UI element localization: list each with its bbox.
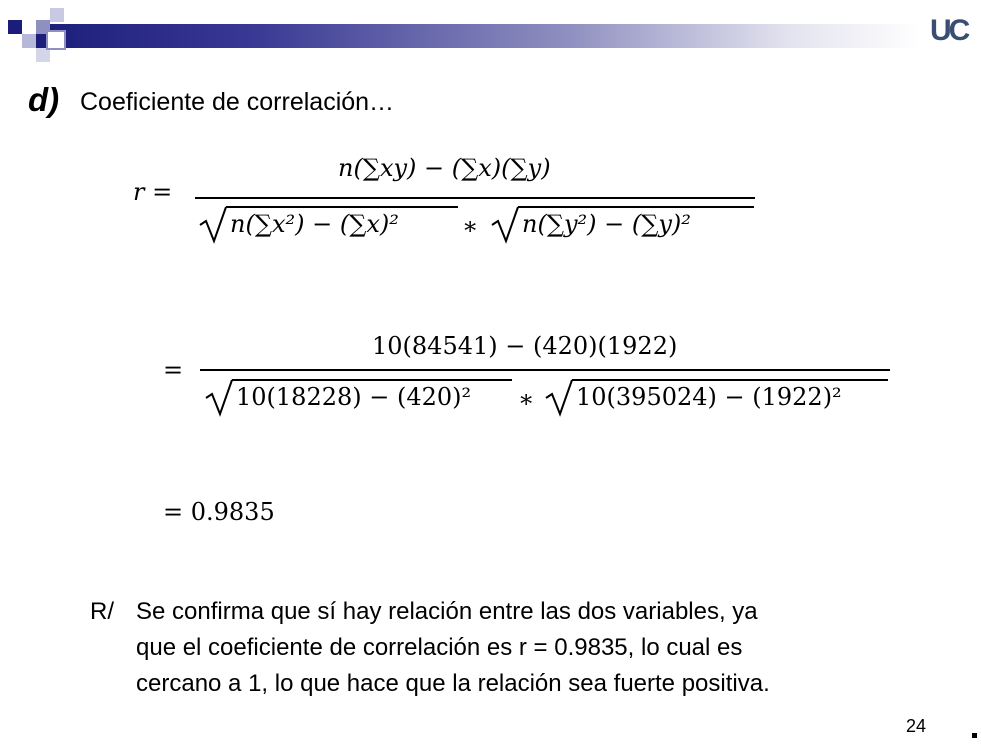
formula-values-lhs: = [163,356,184,384]
university-logo: UC [930,14,968,47]
answer-line: Se confirma que sí hay relación entre las dos variables, ya [136,598,758,625]
sqrt-overline-right [518,206,754,208]
formula-values-den-left: 10(18228) − (420)² [236,383,472,411]
header-gradient-bar [36,24,922,48]
part-label: d) [28,81,60,118]
formula-general-fraction-bar [195,197,755,199]
page-number: 24 [906,716,927,736]
answer-lead: R/ [90,598,114,625]
formula-general-den-left: n(∑x²) − (∑x)² [230,210,399,238]
header-square-dark [8,20,22,34]
formula-values-fraction-bar [200,369,890,371]
sqrt-overline-left [226,206,458,208]
formula-result: = 0.9835 [163,498,275,526]
header-square-light [22,34,36,48]
answer-line: cercano a 1, lo que hace que la relación sea fuerte positiva. [136,670,770,697]
answer-line: que el coeficiente de correlación es r = 0.9835, lo cual es [136,634,743,661]
formula-general-times: ∗ [462,212,479,240]
header-square-top [50,8,64,22]
header-square-outline [46,30,66,50]
sqrt-overline-left [232,379,512,381]
formula-general-numerator: n(∑xy) − (∑x)(∑y) [338,154,551,182]
sqrt-overline-right [572,379,888,381]
formula-general-lhs: r = [133,178,173,206]
sqrt-icon [206,378,236,418]
corner-dot [972,733,977,738]
sqrt-icon [200,205,230,245]
sqrt-icon [492,205,522,245]
formula-values-numerator: 10(84541) − (420)(1922) [372,332,678,360]
sqrt-icon [546,378,576,418]
slide-title: Coeficiente de correlación… [80,88,395,116]
formula-values-times: ∗ [518,385,535,413]
formula-general-den-right: n(∑y²) − (∑y)² [522,210,691,238]
header-square-pale [36,48,50,62]
formula-values-den-right: 10(395024) − (1922)² [576,383,842,411]
